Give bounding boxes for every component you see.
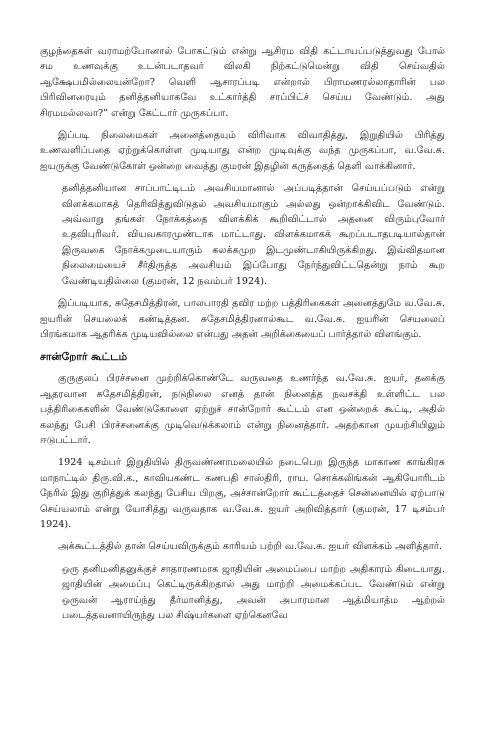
block-quote-2: ஒரு தனிமனிதனுக்குச் சாதாரணமாக ஜாதியின் அமைப்பை மாற்ற அதிகாரம் கிடையாது. ஜாதியின் அமைப்பு கெட்டிருக்கிறதால் அது மாற்றி அமைக்கப்பட வேண்டும் என்று ஒருவன் ஆராய்ந்து தீர்மானித்து, அவன் அபாரமான ஆத்மியாத்ம ஆற்றல் படைத்தவனாயிருந்து பல சிஷ்யர்களை ஏற்கெனவே [62,563,445,621]
paragraph-3: இப்படியாக, சுதேசமித்திரன், பாலபாரதி தவிர மற்ற பத்திரிகைகள் அனைத்துமே வ.வே.சு. ஐயரின் செயலைக் கண்டித்தன. சுதேசமித்திரனால்கூட வ.வே.சு. ஐயரின் செயலைப் பிரங்கமாக ஆதரிக்க முடியவில்லை என்பது அதன் அறிக்கையைப் பார்த்தால் விளங்கும். [40,298,445,340]
paragraph-2: இப்படி நிலைமைகள் அனைத்தையும் விரிவாக விவாதித்து, இறுதியில் பிரித்து உணவளிப்பதை ஏற்றுக்கொள்ள முடியாது என்ற முடிவுக்கு வந்த முருகப்பா, வ.வே.சு. ஐயருக்கு வேண்டுகோள் ஒன்றை வைத்து குமரன் இதழின் கருத்தைத் தெளி வாக்கினார். [40,130,445,172]
paragraph-1: குழந்தைகள் வராமற்போனால் போகட்டும் என்று ஆசிரம விதி கட்டாயப்படுத்துவது போல் சம உணவுக்கு உடன்படாதவர் விலகி நிற்கட்டுமென்று விதி செய்வதில் ஆக்ஷேபமில்லையன்றோ? வெளி ஆசாரப்படி என்றால் பிராமணரல்லாதாரின் பல பிரிவினரையும் தனித்தனியாகவே உட்கார்த்தி சாப்பிட்ச் செய்ய வேண்டும். அது சிரமமல்லவா?” என்று கேட்டார் முருகப்பா. [40,46,445,119]
paragraph-6: அக்கூட்டத்தில் தான் செய்யவிருக்கும் காரியம் பற்றி வ.வே.சு. ஐயர் விளக்கம் அளித்தார். [58,541,442,553]
block-quote-1: தனித்தனியான சாப்பாட்டிடம் அவசியமானால் அப்படித்தான் செய்யப்படும் என்று விளக்கமாகத் தெரிவித்துவிடுதல் அவசியமாகும் அல்லது ஒன்றாக்கிவிட வேண்டும். அவ்வாறு தங்கள் நோக்கத்தை விளக்கிக் கூறிவிட்டால் அதனை விரும்புவோர் உதவிபுரிவர். வியவகாரமுண்டாக மாட்டாது. விளக்கமாகக் கூறப்படாதபடியால்தான் இருவகை நோக்கமுடையாரும் கலக்கமுற இடமுண்டாகியிருக்கிறது. இவ்விதமான நிலைமையைச் சீர்திருத்த அவசியம் இப்போது நேர்ந்துவிட்டதென்று நாம் கூற வேண்டியதில்லை (குமரன், 12 நவம்பர் 1924). [62,183,445,287]
paragraph-4: குருகுலப் பிரச்சனை முற்றிக்கொண்டே வருவதை உணர்ந்த வ.வே.சு. ஐயர், தனக்கு ஆதரவான சுதேசமித்திரன், நடுநிலை எனத் தான் நினைத்த நவசக்தி உள்ளிட்ட பல பத்திரிகைகளின் வேண்டுகோளை ஏற்றுச் சான்றோர் கூட்டம் என ஒன்றைக் கூட்டி, அதில் கலந்து பேசி பிரச்சனைக்கு முடிவெடுக்கலாம் என்று நினைத்தார். அதற்கான முயற்சியிலும் ஈடுபட்டார். [40,373,445,446]
section-heading: சான்றோர் கூட்டம் [40,351,128,364]
paragraph-5: 1924 டிசம்பர் இறுதியில் திருவண்ணாமலையில் நடைபெற இருந்த மாகாண காங்கிரசு மாநாட்டில் திரு.வி.க., காவியகண்ட கணபதி சாஸ்திரி, ராய. சொக்கலிங்கன் ஆகியோரிடம் நேரில் இது குறித்துக் கலந்து பேசிய பிறகு, அச்சான்றோர் கூட்டத்தைச் சென்னையில் ஏற்பாடு செய்யலாம் என்று யோசித்து வருவதாக வ.வே.சு. ஐயர் அறிவித்தார் (குமரன், 17 டிசம்பர் 1924). [40,457,445,530]
